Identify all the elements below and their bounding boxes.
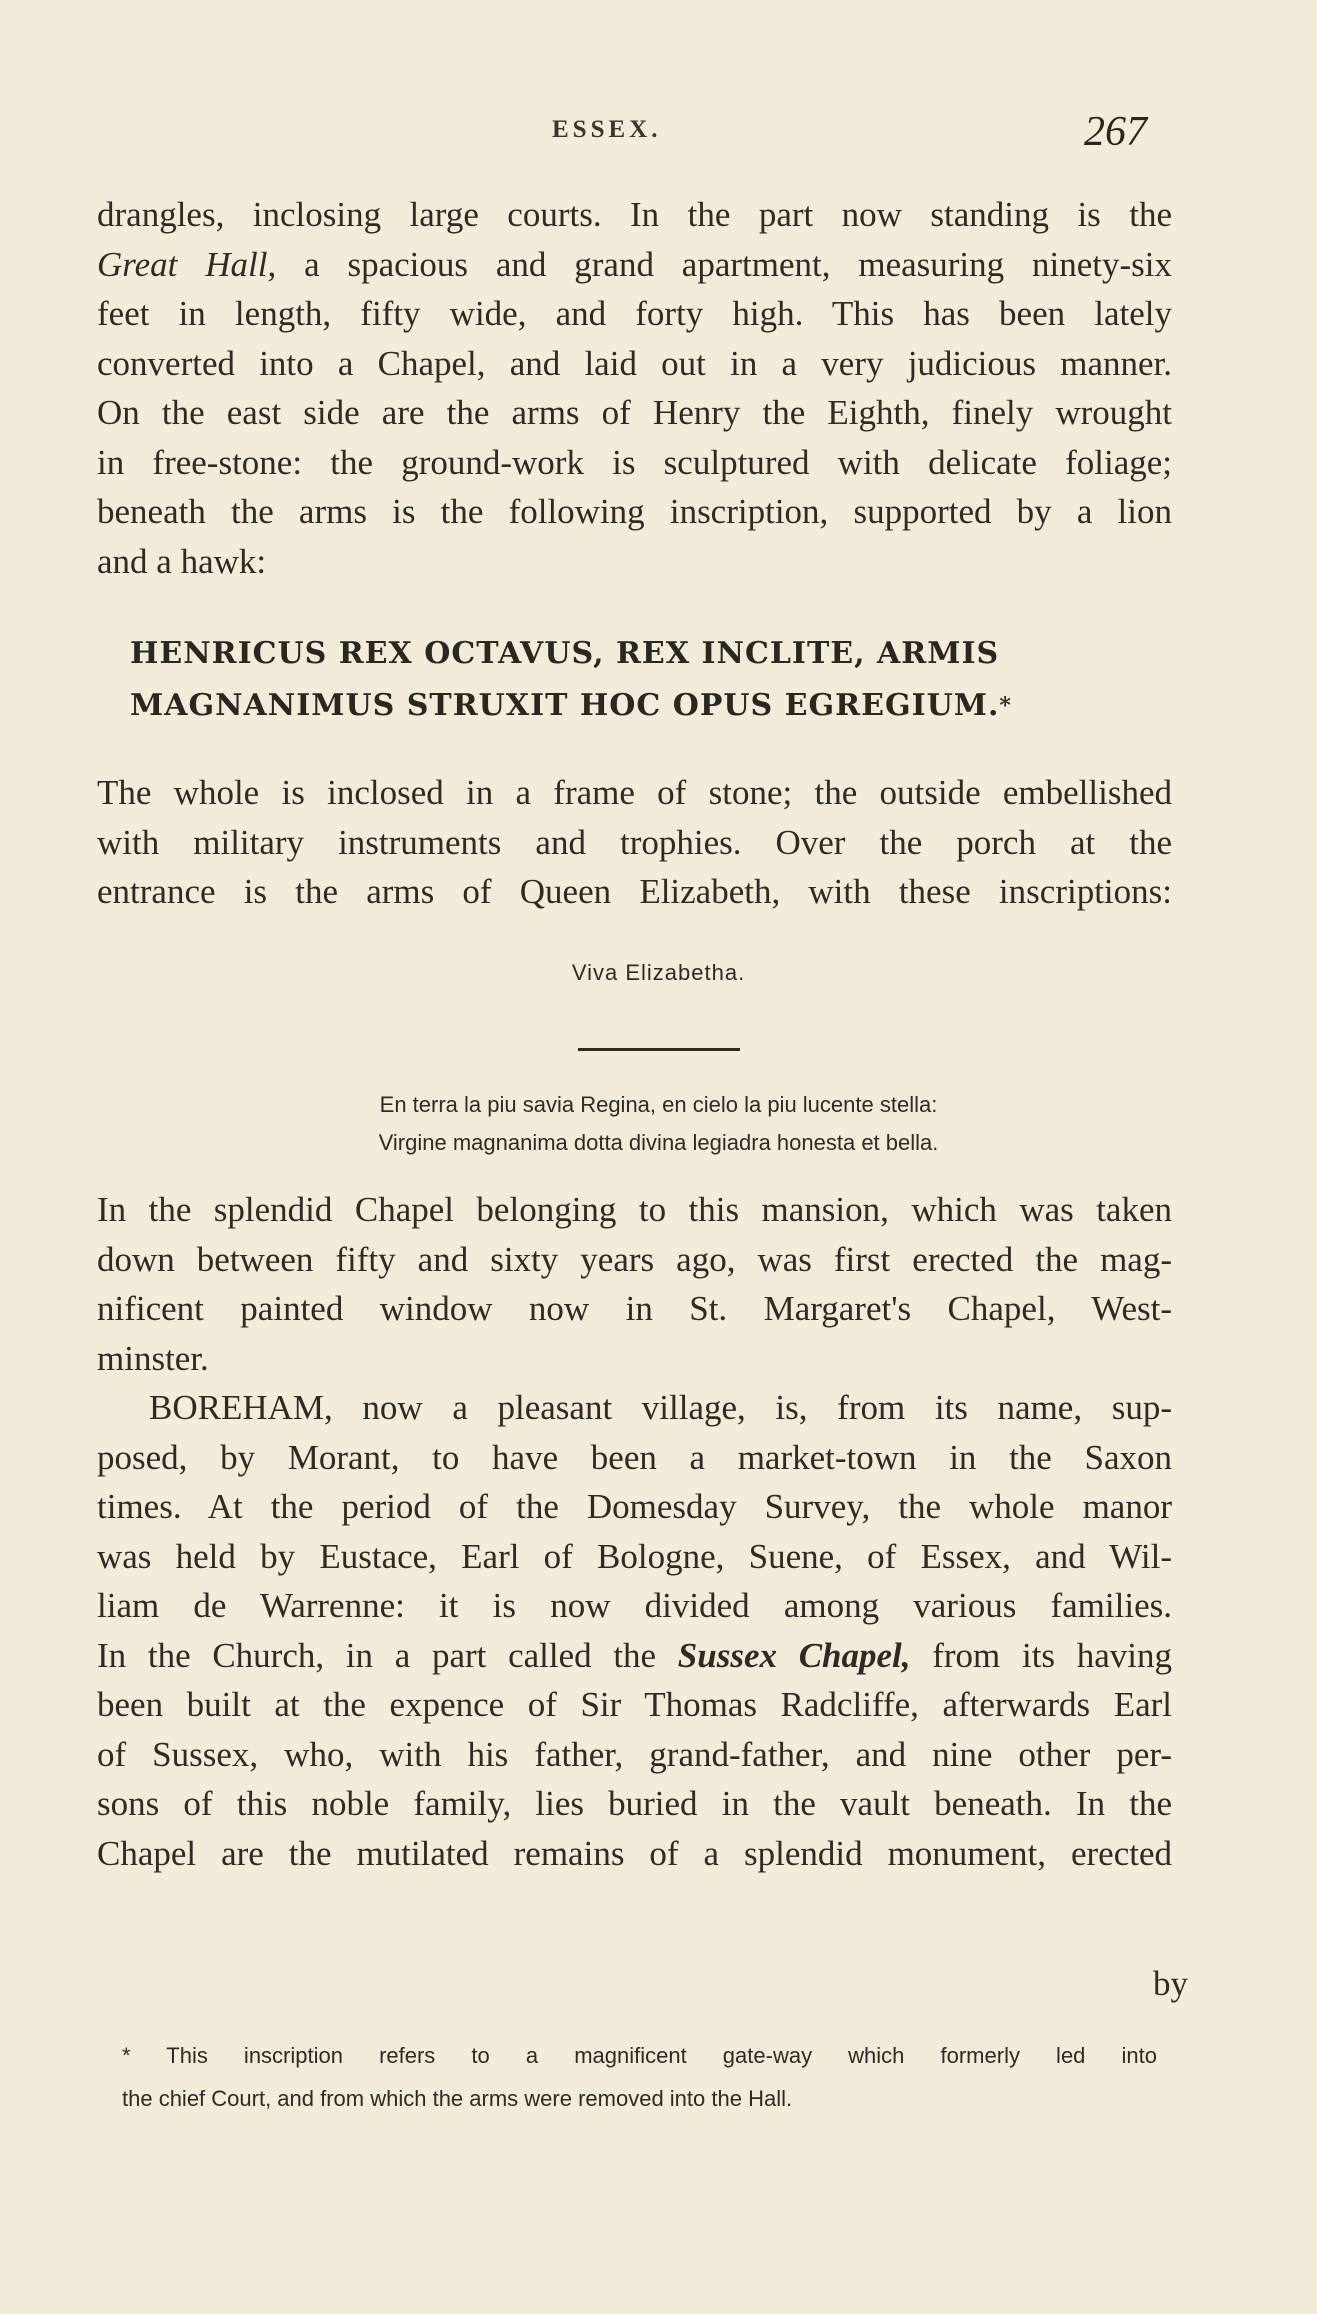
inscription-line: En terra la piu savia Regina, en cielo la piu lucente stella:	[379, 1092, 938, 1117]
text-line: with military instruments and trophies. Over the porch at the	[97, 822, 1172, 862]
text-line: drangles, inclosing large courts. In the part now standing is the	[97, 195, 1172, 234]
text-line: down between fifty and sixty years ago, was first erected the mag-	[97, 1239, 1172, 1279]
paragraph-chapel	[97, 1185, 1172, 1383]
text-line: In the Church, in a part called the Sussex Chapel, from its having	[97, 1635, 1172, 1675]
running-head	[0, 108, 1317, 158]
inscription-line: HENRICUS REX OCTAVUS, REX INCLITE, ARMIS	[130, 636, 1000, 671]
text-line: feet in length, fifty wide, and forty high. This has been lately	[97, 294, 1172, 333]
text-line: Chapel are the mutilated remains of a splendid monument, erected	[97, 1833, 1172, 1873]
divider-rule	[578, 1048, 740, 1051]
page-number: 267	[1084, 109, 1147, 155]
text-line: liam de Warrenne: it is now divided among various families.	[97, 1586, 1172, 1625]
paragraph-boreham	[97, 1383, 1172, 1878]
text-line: minster.	[97, 1338, 209, 1378]
inscription-italian	[0, 1086, 1317, 1162]
text-line-rest: a spacious and grand apartment, measuring ninety-six	[276, 244, 1172, 284]
running-title: ESSEX.	[552, 116, 662, 143]
text-line: and a hawk:	[97, 541, 267, 581]
text-line: in free-stone: the ground-work is sculptured with delicate foliage;	[97, 442, 1172, 482]
italic-term: Great Hall,	[97, 244, 277, 284]
text-line: posed, by Morant, to have been a market-town in the Saxon	[97, 1437, 1172, 1477]
footnote-line: the chief Court, and from which the arms were removed into the Hall.	[122, 2086, 793, 2111]
paragraph-great-hall	[97, 190, 1172, 586]
footnote	[122, 2034, 1157, 2120]
text-line: The whole is inclosed in a frame of stone; the outside embellished	[97, 773, 1172, 812]
text-line: nificent painted window now in St. Margaret's Chapel, West-	[97, 1289, 1172, 1328]
footnote-line: * This inscription refers to a magnificent gate-way which formerly led into	[122, 2043, 1157, 2068]
text-line: On the east side are the arms of Henry the Eighth, finely wrought	[97, 393, 1172, 432]
text-line: BOREHAM, now a pleasant village, is, from its name, sup-	[149, 1388, 1172, 1427]
text-line: sons of this noble family, lies buried in the vault beneath. In the	[97, 1784, 1172, 1823]
blackletter-inscription	[130, 628, 1180, 732]
text-line: converted into a Chapel, and laid out in a very judicious manner.	[97, 343, 1172, 383]
inscription-line: MAGNANIMUS STRUXIT HOC OPUS EGREGIUM.*	[130, 688, 1012, 723]
inscription-viva: Viva Elizabetha.	[571, 960, 746, 985]
catchword: by	[1153, 1964, 1188, 2003]
inscription-line: Virgine magnanima dotta divina legiadra honesta et bella.	[378, 1130, 939, 1155]
text-line: was held by Eustace, Earl of Bologne, Suene, of Essex, and Wil-	[97, 1536, 1172, 1576]
text-line: been built at the expence of Sir Thomas Radcliffe, afterwards Earl	[97, 1685, 1172, 1724]
text-line: entrance is the arms of Queen Elizabeth, with these inscriptions:	[97, 872, 1172, 911]
text-line: of Sussex, who, with his father, grand-father, and nine other per-	[97, 1734, 1172, 1774]
text-line: beneath the arms is the following inscription, supported by a lion	[97, 492, 1172, 531]
text-line: times. At the period of the Domesday Survey, the whole manor	[97, 1487, 1172, 1526]
italic-term: Sussex Chapel,	[677, 1635, 911, 1675]
text-line	[97, 240, 1172, 290]
paragraph-frame	[97, 768, 1172, 917]
text-line: In the splendid Chapel belonging to this mansion, which was taken	[97, 1190, 1172, 1229]
